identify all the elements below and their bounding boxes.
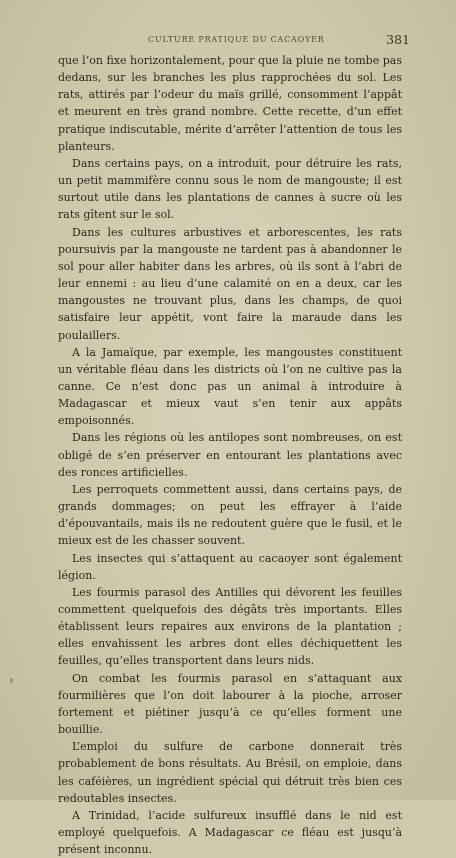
paragraph: On combat les fourmis parasol en s’attaquant aux fourmilières que l’on doit labourer à la pioche, arroser fortement et piétiner jusqu’à ce qu’elles forment une bouillie.: [58, 671, 402, 737]
running-head: CULTURE PRATIQUE DU CACAOYER: [148, 35, 325, 44]
body-text: [58, 52, 402, 858]
margin-ink-mark: [10, 678, 13, 683]
paragraph: Dans les régions où les antilopes sont nombreuses, on est obligé de s’en préserver en entourant les plantations avec des ronces artificielles.: [58, 431, 402, 479]
paragraph: L’emploi du sulfure de carbone donnerait très probablement de bons résultats. Au Brésil, on emploie, dans les caféières, un ingrédient spécial qui détruit très bien ces redoutables insectes.: [58, 740, 402, 805]
page-number: 381: [386, 32, 410, 47]
paragraph: A Trinidad, l’acide sulfureux insufflé dans le nid est employé quelquefois. A Madagascar ce fléau est jusqu’à présent inconnu.: [58, 808, 402, 857]
paragraph-continuation: que l’on fixe horizontalement, pour que la pluie ne tombe pas dedans, sur les branches les plus rapprochées du sol. Les rats, attirés par l’odeur du maïs grillé, consomment l’appât et meurent en très grand nombre. Cette recette, d’un effet pratique indiscutable, mérite d’arrêter l’attention de tous les planteurs.: [58, 54, 402, 153]
paragraph: A la Jamaïque, par exemple, les mangoustes constituent un véritable fléau dans les districts où l’on ne cultive pas la canne. Ce n’est donc pas un animal à introduire à Madagascar et mieux vaut s’en tenir aux appâts empoisonnés.: [58, 345, 402, 428]
paragraph: Dans certains pays, on a introduit, pour détruire les rats, un petit mammifère connu sous le nom de mangouste; il est surtout utile dans les plantations de cannes à sucre où les rats gîtent sur le sol.: [58, 156, 402, 222]
paragraph: Les fourmis parasol des Antilles qui dévorent les feuilles commettent quelquefois des dégâts très importants. Elles établissent leurs repaires aux environs de la plantation ; elles envahissent les arbres dont elles déchiquettent les feuilles, qu’elles transportent dans leurs nids.: [58, 585, 402, 668]
paragraph: Dans les cultures arbustives et arborescentes, les rats poursuivis par la mangouste ne tardent pas à abandonner le sol pour aller habiter dans les arbres, où ils sont à l’abri de leur ennemi : au lieu d’une calamité on en a deux, car les mangoustes ne trouvant plus, dans les champs, de quoi satisfaire leur appétit, vont faire la maraude dans les poulaillers.: [58, 225, 402, 342]
page-header: [0, 32, 456, 48]
paragraph: Les insectes qui s’attaquent au cacaoyer sont également légion.: [58, 551, 402, 582]
paragraph: Les perroquets commettent aussi, dans certains pays, de grands dommages; on peut les effrayer à l’aide d’épouvantails, mais ils ne redoutent guère que le fusil, et le mieux est de les chasser souvent.: [58, 482, 402, 548]
